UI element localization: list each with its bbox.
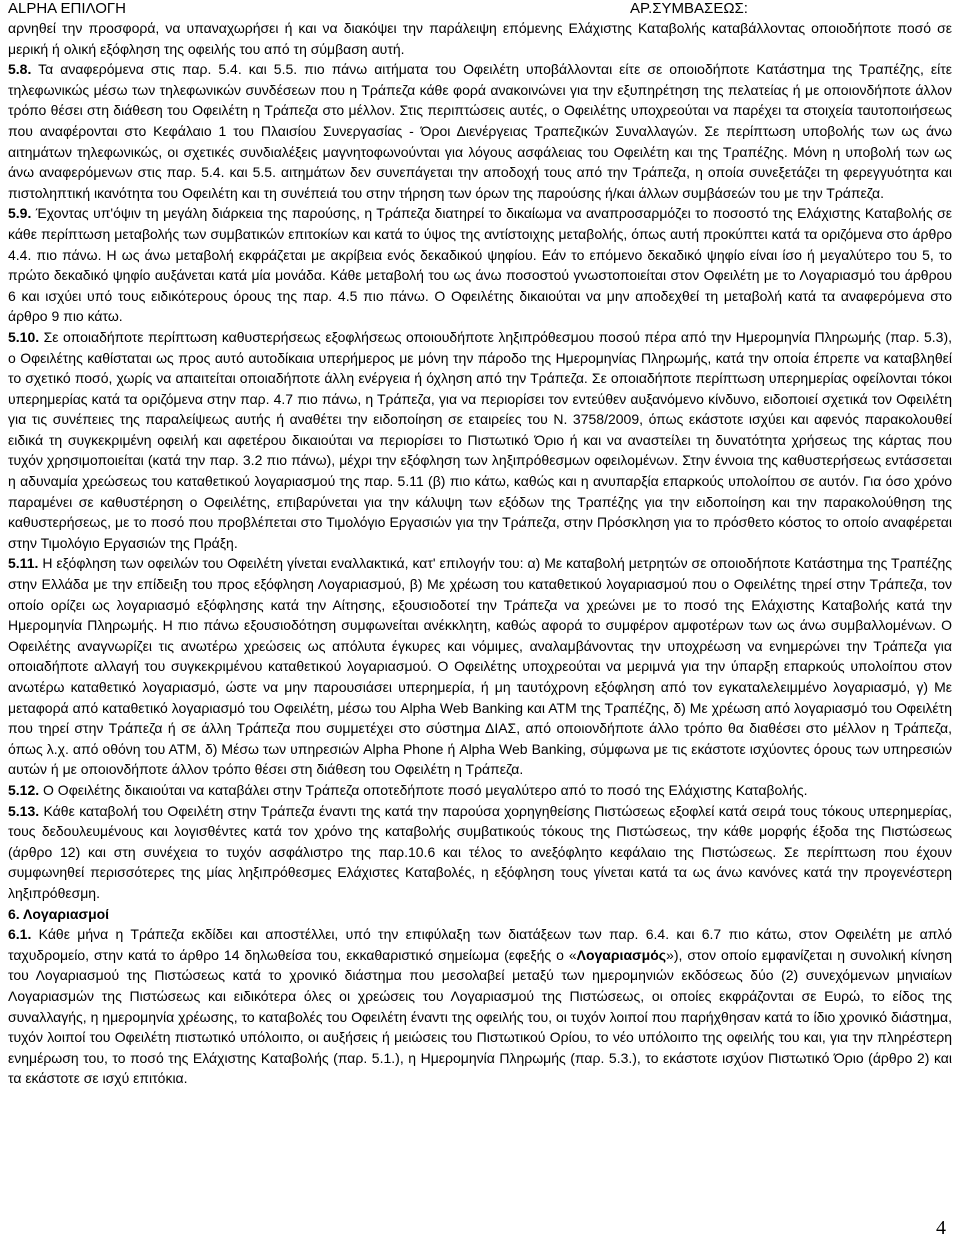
- clause-number: 5.8.: [8, 61, 32, 78]
- clause-number: 5.10.: [8, 328, 40, 345]
- header-contract-number-label: ΑΡ.ΣΥΜΒΑΣΕΩΣ:: [630, 0, 748, 17]
- paragraph-text: Σε οποιαδήποτε περίπτωση καθυστερήσεως εξοφλήσεως οποιουδήποτε ληξιπρόθεσμου ποσού πέρα από την Ημερομηνία Πληρωμής (παρ. 5.3), ο Οφειλέτης καθίσταται ως προς αυτό αυτοδίκαια υπερήμερος με μόνη την πάροδο της Ημερομηνίας Πληρωμής, κατά την οποία έπρεπε να καταβληθεί το σχετικό ποσό, χωρίς να απαιτείται οποιαδήποτε άλλη ενέργεια ή όχληση από την Τράπεζα. Σε οποιαδήποτε περίπτωση υπερημερίας οφείλονται τόκοι υπερημερίας κατά τα οριζόμενα στην παρ. 4.7 πιο πάνω, η Τράπεζα, για να περιορίσει τον εντεύθεν αυξανόμενο κίνδυνο, ειδοποιεί σχετικά τον Οφειλέτη για τις συνέπειες της παραλείψεως αυτής ή αναθέτει την ειδοποίηση σε εταιρείες του Ν. 3758/2009, όπως εκάστοτε ισχύει και αφενός παρακολουθεί ειδικά τη συγκεκριμένη οφειλή και αφετέρου δικαιούται να περιορίσει το Πιστωτικό Όριο ή και να αναστείλει τη δυνατότητα χρήσεως της κάρτας που τυχόν χρησιμοποιείται (κατά την παρ. 3.2 πιο πάνω), μέχρι την εξόφληση των ληξιπρόθεσμων οφειλομένων. Στην έννοια της καθυστερήσεως εντάσσεται η αδυναμία χρεώσεως του καταθετικού λογαριασμού της παρ. 5.11 (β) πιο κάτω, καθώς και η ανυπαρξία επαρκούς υπολοίπου σε αυτόν. Για όσο χρόνο παραμένει σε καθυστέρηση ο Οφειλέτης, επιβαρύνεται για την κάλυψη των εξόδων της Τραπέζης για την ειδοποίηση και την παρακολούθηση της καθυστερήσεως, με το ποσό που προβλέπεται στο Τιμολόγιο Εργασιών για την Τράπεζα, στην Πρόσκληση για το πρόσθετο κόστος το οποίο αναφέρεται στην Τιμολόγιο Εργασιών της Πράξη.: [8, 328, 952, 551]
- defined-term: Λογαριασμός: [576, 946, 667, 963]
- clause-number: 5.11.: [8, 555, 39, 572]
- paragraph-text: Η εξόφληση των οφειλών του Οφειλέτη γίνεται εναλλακτικά, κατ' επιλογήν του: α) Με καταβολή μετρητών σε οποιοδήποτε Κατάστημα της Τραπέζης στην Ελλάδα με την επίδειξη του προς εξόφληση Λογαριασμού, β) Με χρέωση του καταθετικού λογαριασμού που ο Οφειλέτης τηρεί στην Τράπεζα, τον οποίο ορίζει ως λογαριασμό εξόφλησης κατά την Αίτησης, εξουσιοδοτεί την Τράπεζα να χρεώνει με το ποσό της Ελάχιστης Καταβολής κατά την Ημερομηνία Πληρωμής. Η πιο πάνω εξουσιοδότηση συμφωνείται ανέκκλητη, καθώς αφορά το συμφέρον αμφοτέρων των ως άνω συμβαλλομένων. Ο Οφειλέτης αναγνωρίζει τις ανωτέρω χρεώσεις ως απόλυτα έγκυρες και νόμιμες, αναλαμβάνοντας την υποχρέωση να ενημερώνει την Τράπεζα για οποιαδήποτε αλλαγή του συγκεκριμένου καταθετικού λογαριασμού. Ο Οφειλέτης υποχρεούται να μεριμνά για την ύπαρξη επαρκούς υπολοίπου στον ανωτέρω καταθετικό λογαριασμό, ώστε να μην παρουσιάσει υπερημερία, ή μη ταυτόχρονη εξόφληση από τον εγκαταλελειμμένο λογαριασμό, γ) Με μεταφορά από καταθετικό λογαριασμό του Οφειλέτη, μέσω του Alpha Web Banking και ΑΤΜ της Τραπέζης, δ) Με χρέωση από λογαριασμό του Οφειλέτη που τηρεί στην Τράπεζα ή σε άλλη Τράπεζα που συμμετέχει στο σύστημα ΔΙΑΣ, από οποιονδήποτε άλλο τρόπο θα διαθέσει στο μέλλον η Τράπεζα, όπως λ.χ. από οθόνη του ΑΤΜ, δ) Μέσω των υπηρεσιών Alpha Phone ή Alpha Web Banking, σύμφωνα με τις εκάστοτε ισχύοντες όρους των υπηρεσιών αυτών ή με οποιονδήποτε άλλον τρόπο θέσει στη διάθεση του Οφειλέτη η Τράπεζα.: [8, 555, 952, 778]
- paragraph-text: Έχοντας υπ'όψιν τη μεγάλη διάρκεια της παρούσης, η Τράπεζα διατηρεί το δικαίωμα να αναπροσαρμόζει το ποσοστό της Ελάχιστης Καταβολής σε κάθε περίπτωση μεταβολής των συμβατικών επιτοκίων και κατά το ύψος της αντίστοιχης μεταβολής, όπως αυτή προκύπτει κατά τα οριζόμενα στο άρθρο 4.4. πιο πάνω. Η ως άνω μεταβολή εκφράζεται με ακρίβεια ενός δεκαδικού ψηφίου. Εάν το επόμενο δεκαδικό ψηφίο είναι ίσο ή μεγαλύτερο του 5, το πρώτο δεκαδικό ψηφίο αυξάνεται κατά μία μονάδα. Κάθε μεταβολή του ως άνω ποσοστού γνωστοποιείται στον Οφειλέτη με το Λογαριασμό του άρθρου 6 και ισχύει υπό τους ειδικότερους όρους της παρ. 4.5 πιο πάνω. Ο Οφειλέτης δικαιούται να μην αποδεχθεί τη μεταβολή κατά τα αναφερόμενα στο άρθρο 9 πιο κάτω.: [8, 205, 952, 325]
- paragraph-5-12: [8, 780, 952, 801]
- document-body: [8, 18, 952, 1089]
- paragraph-text: »), στον οποίο εμφανίζεται η συνολική κίνηση του Λογαριασμού της Πιστώσεως κατά το χρονικό διάστημα που μεσολαβεί μεταξύ των ημερομηνιών εκδόσεως δύο (2) συνεχόμενων μηνιαίων Λογαριασμών της Πιστώσεως και ειδικότερα όλες οι χρεώσεις του Λογαριασμού της Πιστώσεως, οι οποίες εκφράζονται σε Ευρώ, το είδος της συναλλαγής, η ημερομηνία χρέωσης, το καταβολές του Οφειλέτη έναντι της οφειλής του, οι τυχόν λοιποί που παρήχθησαν κατά το ίδιο χρονικό διάστημα, τυχόν λοιποί του Οφειλέτη πιστωτικό υπόλοιπο, οι αυξήσεις ή μειώσεις του Πιστωτικού Ορίου, το νέο υπόλοιπο της οφειλής του και, για την πληρέστερη ενημέρωση του, το ποσό της Ελάχιστης Καταβολής (παρ. 5.1.), η Ημερομηνία Πληρωμής (παρ. 5.3.), το εκάστοτε ισχύον Πιστωτικό Όριο (άρθρο 2) και τα εκάστοτε σε ισχύ επιτόκια.: [8, 946, 953, 1087]
- paragraph-5-13: [8, 801, 952, 904]
- page-number: 4: [936, 1217, 946, 1239]
- paragraph-continuation: [8, 18, 952, 59]
- paragraph-text: Τα αναφερόμενα στις παρ. 5.4. και 5.5. πιο πάνω αιτήματα του Οφειλέτη υποβάλλονται είτε σε οποιοδήποτε Κατάστημα της Τραπέζης, είτε τηλεφωνικώς μέσω των τηλεφωνικών συνδέσεων που η Τράπεζα κάθε φορά ανακοινώνει για την εξυπηρέτηση της πελατείας ή με οποιονδήποτε άλλον τρόπο θέσει στη διάθεση του Οφειλέτη η Τράπεζα στο μέλλον. Στις περιπτώσεις αυτές, ο Οφειλέτης υποχρεούται να παρέχει τα στοιχεία ταυτοποιήσεως που αναφέρονται στο Κεφάλαιο 1 του Πλαισίου Συνεργασίας - Όροι Διενέργειας Τραπεζικών Συναλλαγών. Σε περίπτωση υποβολής των ως άνω αιτημάτων τηλεφωνικώς, οι σχετικές συνδιαλέξεις μαγνητοφωνούνται για λόγους ασφάλειας του Οφειλέτη και της Τραπέζης. Μόνη η υποβολή των ως άνω αναφερόμενων στις παρ. 5.4. και 5.5. αιτημάτων δεν συνεπάγεται την αποδοχή τους από την Τράπεζα, η οποία συνεξετάζει τη φερεγγυότητα και πιστοληπτική ικανότητα του Οφειλέτη και τη συνέπειά του στην τήρηση των όρων της παρούσης ή/και άλλων συμβάσεών του με την Τράπεζα.: [8, 61, 952, 201]
- paragraph-text: Κάθε μήνα η Τράπεζα εκδίδει και αποστέλλει, υπό την επιφύλαξη των διατάξεων των παρ. 6.4. και 6.7 πιο κάτω, στον Οφειλέτη με απλό ταχυδρομείο, στην κατά το άρθρο 14 δηλωθείσα του, εκκαθαριστικό σημείωμα (εφεξής ο «: [8, 926, 952, 963]
- paragraph-text: αρνηθεί την προσφορά, να υπαναχωρήσει ή και να διακόψει την παράλειψη επόμενης Ελάχιστης Καταβολής καταβάλλοντας οποιοδήποτε ποσό σε μερική ή ολική εξόφληση της οφειλής του από τη σύμβαση αυτή.: [8, 20, 952, 57]
- paragraph-text: Κάθε καταβολή του Οφειλέτη στην Τράπεζα έναντι της κατά την παρούσα χορηγηθείσης Πιστώσεως εξοφλεί κατά σειρά τους τόκους υπερημερίας, τους δεδουλευμένους και λογισθέντες κατά τον χρόνο της καταβολής συμβατικούς τόκους της Πιστώσεως, την κάθε μορφής έξοδα της Πιστώσεως (άρθρο 12) και στη συνέχεια το τυχόν ασφάλιστρο της παρ.10.6 και τέλος το ανεξόφλητο κεφάλαιο της Πιστώσεως. Σε περίπτωση που έχουν συμφωνηθεί περισσότερες της μίας ληξιπρόθεσμες Ελάχιστες Καταβολές, η εξόφληση τους γίνεται κατά τα ως άνω κανόνες κατά την προγενέστερη ληξιπρόθεσμη.: [8, 802, 952, 901]
- paragraph-6-1: [8, 924, 952, 1089]
- clause-number: 5.13.: [8, 802, 40, 819]
- paragraph-5-8: [8, 59, 952, 203]
- paragraph-5-9: [8, 203, 952, 327]
- clause-number: 5.12.: [8, 781, 40, 798]
- section-6-heading: [8, 904, 952, 925]
- paragraph-5-10: [8, 327, 952, 554]
- page-header: [8, 0, 952, 18]
- clause-number: 5.9.: [8, 205, 32, 222]
- clause-number: 6.1.: [8, 926, 32, 943]
- paragraph-text: Ο Οφειλέτης δικαιούται να καταβάλει στην Τράπεζα οποτεδήποτε ποσό μεγαλύτερο από το ποσό της Ελάχιστης Καταβολής.: [39, 781, 808, 798]
- section-heading-text: 6. Λογαριασμοί: [8, 905, 110, 922]
- header-product-name: ALPHA ΕΠΙΛΟΓΗ: [8, 0, 127, 17]
- paragraph-5-11: [8, 553, 952, 780]
